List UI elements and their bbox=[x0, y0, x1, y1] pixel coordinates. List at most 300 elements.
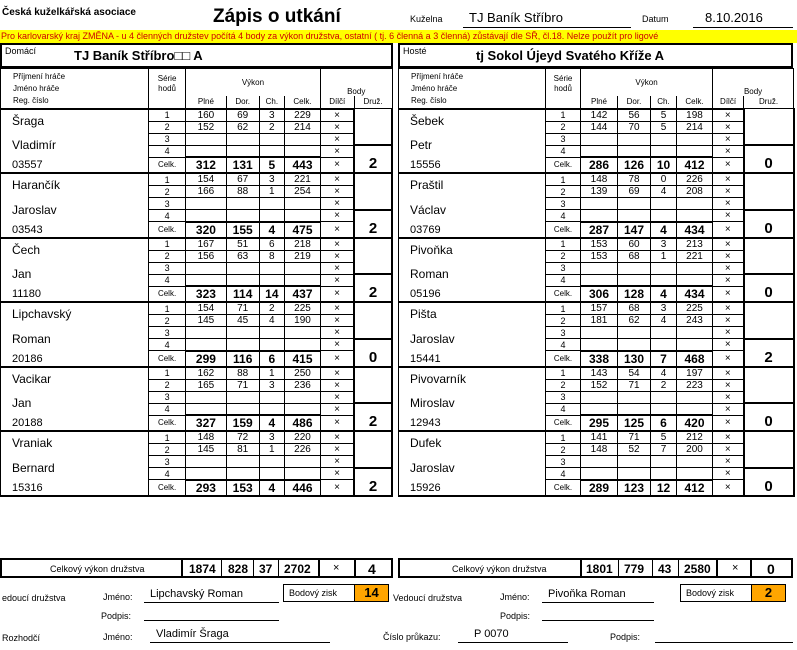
player-first-name: Jaroslav bbox=[399, 327, 546, 351]
series-value: 229 bbox=[285, 109, 321, 122]
plne-label: Plné bbox=[581, 96, 618, 109]
series-value bbox=[185, 210, 226, 222]
player-first-name: Roman bbox=[399, 262, 546, 286]
series-value bbox=[651, 133, 677, 145]
series-value: 1 bbox=[259, 367, 285, 380]
series-number: 2 bbox=[149, 379, 186, 391]
series-value: 148 bbox=[581, 444, 618, 456]
player-col-header bbox=[1, 69, 149, 109]
series-value bbox=[285, 391, 321, 403]
series-value bbox=[618, 133, 651, 145]
series-value bbox=[285, 403, 321, 415]
player-row bbox=[399, 351, 794, 367]
serie-label-2: hodů bbox=[158, 84, 176, 93]
body-header: Body bbox=[713, 69, 794, 96]
series-value bbox=[226, 133, 259, 145]
series-value: 152 bbox=[581, 379, 618, 391]
player-total-value: 5 bbox=[259, 157, 285, 173]
player-total-value: 306 bbox=[581, 286, 618, 302]
dilci-mark: × bbox=[713, 431, 744, 444]
series-value: 1 bbox=[259, 444, 285, 456]
dor-label: Dor. bbox=[226, 96, 259, 109]
series-value: 167 bbox=[185, 238, 226, 251]
series-value bbox=[651, 262, 677, 274]
series-value bbox=[651, 456, 677, 468]
series-value bbox=[226, 262, 259, 274]
series-value: 142 bbox=[581, 109, 618, 122]
player-row bbox=[1, 109, 393, 122]
plne-label: Plné bbox=[185, 96, 226, 109]
series-value bbox=[226, 145, 259, 157]
player-total-value: 125 bbox=[618, 415, 651, 431]
series-number: 2 bbox=[149, 186, 186, 198]
series-value: 226 bbox=[285, 444, 321, 456]
player-total-value: 486 bbox=[285, 415, 321, 431]
vykon-header: Výkon bbox=[185, 69, 320, 96]
series-value: 88 bbox=[226, 367, 259, 380]
series-value bbox=[618, 468, 651, 480]
series-value: 69 bbox=[226, 109, 259, 122]
series-value: 221 bbox=[285, 173, 321, 186]
dilci-mark: × bbox=[713, 250, 744, 262]
dilci-mark: × bbox=[713, 133, 744, 145]
player-total-value: 287 bbox=[581, 222, 618, 238]
dilci-mark: × bbox=[713, 480, 744, 496]
series-number: 3 bbox=[546, 262, 581, 274]
series-value: 156 bbox=[185, 250, 226, 262]
series-value: 181 bbox=[581, 315, 618, 327]
series-value: 71 bbox=[226, 379, 259, 391]
player-row bbox=[399, 367, 794, 380]
away-zisk-label: Bodový zisk bbox=[686, 588, 735, 598]
home-team-header bbox=[0, 43, 393, 68]
player-total-value: 446 bbox=[285, 480, 321, 496]
series-value: 162 bbox=[185, 367, 226, 380]
total-label: Celkový výkon družstva bbox=[50, 564, 145, 574]
player-points: 0 bbox=[744, 403, 794, 431]
player-points: 2 bbox=[354, 274, 392, 302]
series-value bbox=[285, 262, 321, 274]
jmeno-label: Jméno hráče bbox=[13, 84, 60, 93]
series-number: 1 bbox=[546, 238, 581, 251]
prijmeni-label: Příjmení hráče bbox=[411, 72, 464, 81]
dor-label: Dor. bbox=[618, 96, 651, 109]
series-value bbox=[259, 133, 285, 145]
series-value bbox=[185, 327, 226, 339]
series-value: 236 bbox=[285, 379, 321, 391]
series-value: 2 bbox=[651, 379, 677, 391]
series-value bbox=[581, 198, 618, 210]
kuzelna-value: TJ Baník Stříbro bbox=[463, 10, 631, 28]
series-value bbox=[259, 327, 285, 339]
series-value: 153 bbox=[581, 238, 618, 251]
series-value bbox=[677, 145, 713, 157]
series-value: 190 bbox=[285, 315, 321, 327]
player-total-value: 289 bbox=[581, 480, 618, 496]
series-number: 1 bbox=[546, 367, 581, 380]
player-surname: Vacikar bbox=[1, 367, 149, 392]
series-value: 71 bbox=[618, 431, 651, 444]
series-value bbox=[651, 327, 677, 339]
dilci-mark: × bbox=[320, 286, 354, 302]
series-value bbox=[581, 403, 618, 415]
series-value bbox=[677, 339, 713, 351]
series-value: 78 bbox=[618, 173, 651, 186]
series-value bbox=[285, 198, 321, 210]
series-value: 67 bbox=[226, 173, 259, 186]
player-row bbox=[399, 415, 794, 431]
series-value: 219 bbox=[285, 250, 321, 262]
dilci-mark: × bbox=[320, 327, 354, 339]
prukaz-value: P 0070 bbox=[458, 628, 568, 643]
player-reg-number: 20188 bbox=[1, 415, 149, 431]
series-value bbox=[581, 468, 618, 480]
series-value: 243 bbox=[677, 315, 713, 327]
dilci-mark: × bbox=[320, 468, 354, 480]
home-total-dor: 828 bbox=[228, 562, 249, 576]
away-total-body: 0 bbox=[767, 561, 775, 577]
series-value bbox=[226, 198, 259, 210]
series-value bbox=[285, 133, 321, 145]
series-value: 71 bbox=[618, 379, 651, 391]
series-value: 157 bbox=[581, 302, 618, 315]
total-label: Celk. bbox=[149, 222, 186, 238]
series-number: 3 bbox=[149, 198, 186, 210]
player-row bbox=[1, 302, 393, 315]
player-total-value: 153 bbox=[226, 480, 259, 496]
series-number: 4 bbox=[546, 145, 581, 157]
player-surname: Pivoňka bbox=[399, 238, 546, 263]
player-total-value: 295 bbox=[581, 415, 618, 431]
player-reg-number: 15926 bbox=[399, 480, 546, 496]
player-row bbox=[1, 431, 393, 444]
series-value: 4 bbox=[651, 186, 677, 198]
series-value: 68 bbox=[618, 302, 651, 315]
player-col-header bbox=[399, 69, 546, 109]
series-number: 2 bbox=[546, 379, 581, 391]
player-row bbox=[1, 262, 393, 274]
player-total-value: 415 bbox=[285, 351, 321, 367]
body-spacer bbox=[744, 238, 794, 275]
player-total-value: 323 bbox=[185, 286, 226, 302]
away-zisk-label-box bbox=[680, 584, 752, 602]
series-value: 4 bbox=[651, 315, 677, 327]
player-reg-number: 11180 bbox=[1, 286, 149, 302]
series-number: 3 bbox=[149, 262, 186, 274]
player-total-value: 126 bbox=[618, 157, 651, 173]
series-value: 214 bbox=[285, 121, 321, 133]
home-team-name: TJ Baník Stříbro□□ A bbox=[74, 48, 203, 63]
celk-label: Celk. bbox=[677, 96, 713, 109]
player-row bbox=[1, 222, 393, 238]
serie-label-2: hodů bbox=[554, 84, 572, 93]
series-number: 4 bbox=[546, 210, 581, 222]
total-label: Celk. bbox=[546, 157, 581, 173]
series-value: 139 bbox=[581, 186, 618, 198]
series-value bbox=[618, 198, 651, 210]
dilci-mark: × bbox=[713, 351, 744, 367]
player-row bbox=[399, 302, 794, 315]
body-spacer bbox=[744, 367, 794, 404]
series-value: 200 bbox=[677, 444, 713, 456]
series-value: 69 bbox=[618, 186, 651, 198]
player-row bbox=[1, 327, 393, 339]
player-total-value: 14 bbox=[259, 286, 285, 302]
dilci-mark: × bbox=[713, 391, 744, 403]
player-reg-number: 03769 bbox=[399, 222, 546, 238]
player-points: 2 bbox=[354, 210, 392, 238]
away-team-table bbox=[398, 68, 795, 497]
player-total-value: 338 bbox=[581, 351, 618, 367]
series-value bbox=[677, 468, 713, 480]
player-surname: Praštil bbox=[399, 173, 546, 198]
player-first-name: Jan bbox=[1, 391, 149, 415]
total-label: Celk. bbox=[546, 222, 581, 238]
dilci-mark: × bbox=[713, 145, 744, 157]
dilci-mark: × bbox=[320, 145, 354, 157]
away-total-row bbox=[398, 558, 793, 578]
series-value bbox=[185, 456, 226, 468]
series-value: 153 bbox=[581, 250, 618, 262]
series-number: 1 bbox=[149, 238, 186, 251]
hoste-label: Hosté bbox=[403, 46, 427, 56]
player-reg-number: 15441 bbox=[399, 351, 546, 367]
player-total-value: 420 bbox=[677, 415, 713, 431]
dilci-label: Dílčí bbox=[713, 96, 744, 109]
series-value bbox=[285, 327, 321, 339]
series-value: 8 bbox=[259, 250, 285, 262]
player-total-value: 131 bbox=[226, 157, 259, 173]
series-number: 3 bbox=[149, 133, 186, 145]
player-total-value: 10 bbox=[651, 157, 677, 173]
player-total-value: 443 bbox=[285, 157, 321, 173]
player-row bbox=[399, 327, 794, 339]
series-number: 1 bbox=[546, 173, 581, 186]
home-total-ch: 37 bbox=[259, 562, 273, 576]
player-row bbox=[399, 286, 794, 302]
series-value bbox=[651, 403, 677, 415]
player-row bbox=[399, 431, 794, 444]
series-value: 212 bbox=[677, 431, 713, 444]
series-value bbox=[581, 391, 618, 403]
series-value: 5 bbox=[651, 121, 677, 133]
player-row bbox=[399, 238, 794, 251]
series-value bbox=[285, 274, 321, 286]
series-value bbox=[618, 456, 651, 468]
total-label: Celk. bbox=[149, 286, 186, 302]
series-number: 2 bbox=[546, 315, 581, 327]
series-value: 5 bbox=[651, 109, 677, 122]
player-points: 0 bbox=[744, 274, 794, 302]
player-total-value: 12 bbox=[651, 480, 677, 496]
dilci-mark: × bbox=[713, 315, 744, 327]
dilci-mark: × bbox=[320, 222, 354, 238]
body-spacer bbox=[354, 302, 392, 339]
series-value: 62 bbox=[618, 315, 651, 327]
series-value bbox=[226, 468, 259, 480]
player-row bbox=[399, 456, 794, 468]
player-total-value: 4 bbox=[259, 222, 285, 238]
player-total-value: 155 bbox=[226, 222, 259, 238]
series-value: 3 bbox=[259, 173, 285, 186]
series-value bbox=[226, 403, 259, 415]
series-number: 3 bbox=[546, 391, 581, 403]
series-value: 2 bbox=[259, 121, 285, 133]
series-number: 4 bbox=[149, 274, 186, 286]
series-number: 3 bbox=[546, 327, 581, 339]
dilci-mark: × bbox=[713, 286, 744, 302]
series-value bbox=[618, 403, 651, 415]
player-row bbox=[399, 133, 794, 145]
series-number: 2 bbox=[546, 186, 581, 198]
series-value: 3 bbox=[651, 302, 677, 315]
player-first-name: Roman bbox=[1, 327, 149, 351]
body-spacer bbox=[354, 431, 392, 468]
player-total-value: 4 bbox=[651, 286, 677, 302]
referee-podpis-label: Podpis: bbox=[610, 632, 641, 642]
series-value: 4 bbox=[651, 367, 677, 380]
series-number: 1 bbox=[149, 173, 186, 186]
series-value: 62 bbox=[226, 121, 259, 133]
player-total-value: 7 bbox=[651, 351, 677, 367]
away-total-celk: 2580 bbox=[684, 562, 711, 576]
home-total-body: 4 bbox=[368, 561, 376, 577]
away-total-ch: 43 bbox=[658, 562, 672, 576]
series-number: 1 bbox=[149, 431, 186, 444]
home-total-row bbox=[0, 558, 393, 578]
away-team-name: tj Sokol Újeyd Svatého Kříže A bbox=[476, 48, 665, 63]
home-zisk-label: Bodový zisk bbox=[289, 588, 338, 598]
player-total-value: 286 bbox=[581, 157, 618, 173]
serie-col-header bbox=[149, 69, 186, 109]
body-spacer bbox=[744, 173, 794, 210]
player-total-value: 312 bbox=[185, 157, 226, 173]
body-spacer bbox=[354, 367, 392, 404]
serie-label-1: Série bbox=[553, 74, 573, 83]
player-first-name: Václav bbox=[399, 198, 546, 222]
series-value: 1 bbox=[651, 250, 677, 262]
dilci-mark: × bbox=[713, 456, 744, 468]
series-value bbox=[285, 468, 321, 480]
referee-name: Vladimír Šraga bbox=[150, 628, 330, 643]
player-total-value: 299 bbox=[185, 351, 226, 367]
series-value bbox=[618, 145, 651, 157]
series-number: 4 bbox=[149, 403, 186, 415]
series-number: 2 bbox=[546, 444, 581, 456]
prijmeni-label: Příjmení hráče bbox=[13, 72, 66, 81]
series-value bbox=[259, 145, 285, 157]
serie-col-header bbox=[546, 69, 581, 109]
dilci-mark: × bbox=[320, 339, 354, 351]
series-value: 220 bbox=[285, 431, 321, 444]
dilci-mark: × bbox=[320, 133, 354, 145]
dilci-mark: × bbox=[713, 327, 744, 339]
series-value bbox=[185, 403, 226, 415]
series-value bbox=[581, 133, 618, 145]
player-first-name: Petr bbox=[399, 133, 546, 157]
dilci-mark: × bbox=[713, 302, 744, 315]
player-total-value: 434 bbox=[677, 222, 713, 238]
series-value: 6 bbox=[259, 238, 285, 251]
player-row bbox=[1, 456, 393, 468]
player-total-value: 293 bbox=[185, 480, 226, 496]
dilci-mark: × bbox=[713, 222, 744, 238]
series-value bbox=[185, 468, 226, 480]
series-value: 51 bbox=[226, 238, 259, 251]
total-label: Celk. bbox=[149, 351, 186, 367]
dilci-mark: × bbox=[320, 109, 354, 122]
series-value: 160 bbox=[185, 109, 226, 122]
player-points: 2 bbox=[354, 403, 392, 431]
player-first-name: Bernard bbox=[1, 456, 149, 480]
player-surname: Pišta bbox=[399, 302, 546, 327]
dilci-mark: × bbox=[713, 468, 744, 480]
player-row bbox=[399, 109, 794, 122]
datum-value: 8.10.2016 bbox=[693, 10, 793, 28]
away-team-header bbox=[398, 43, 793, 68]
ch-label: Ch. bbox=[651, 96, 677, 109]
player-surname: Dufek bbox=[399, 431, 546, 456]
total-label: Celk. bbox=[149, 415, 186, 431]
jmeno-label: Jméno hráče bbox=[411, 84, 458, 93]
series-number: 1 bbox=[149, 367, 186, 380]
total-label: Celk. bbox=[546, 480, 581, 496]
reg-label: Reg. číslo bbox=[13, 96, 49, 105]
player-total-value: 128 bbox=[618, 286, 651, 302]
home-podpis-label: Podpis: bbox=[101, 611, 132, 621]
dilci-mark: × bbox=[713, 157, 744, 173]
dilci-mark: × bbox=[713, 262, 744, 274]
series-value bbox=[259, 274, 285, 286]
rule-notice: Pro karlovarský kraj ZMĚNA - u 4 členných družstev počítá 4 body za výkon družstva, ostatní ( tj. 6 členná a 3 členná) zůstávají dle SŘ, čl.18. Nelze použít pro ligové bbox=[0, 30, 797, 43]
series-number: 4 bbox=[149, 145, 186, 157]
player-reg-number: 03543 bbox=[1, 222, 149, 238]
series-number: 3 bbox=[149, 327, 186, 339]
series-value bbox=[581, 210, 618, 222]
dilci-mark: × bbox=[320, 351, 354, 367]
player-row bbox=[1, 351, 393, 367]
series-value: 70 bbox=[618, 121, 651, 133]
player-total-value: 437 bbox=[285, 286, 321, 302]
series-number: 4 bbox=[546, 339, 581, 351]
series-number: 4 bbox=[546, 468, 581, 480]
ch-label: Ch. bbox=[259, 96, 285, 109]
series-value bbox=[677, 391, 713, 403]
series-value bbox=[581, 339, 618, 351]
series-value: 54 bbox=[618, 367, 651, 380]
series-number: 3 bbox=[546, 133, 581, 145]
series-value: 143 bbox=[581, 367, 618, 380]
series-value bbox=[259, 262, 285, 274]
series-value: 5 bbox=[651, 431, 677, 444]
series-value: 145 bbox=[185, 444, 226, 456]
player-reg-number: 15556 bbox=[399, 157, 546, 173]
series-value bbox=[651, 339, 677, 351]
dilci-mark: × bbox=[320, 238, 354, 251]
player-total-value: 6 bbox=[651, 415, 677, 431]
dilci-mark: × bbox=[320, 173, 354, 186]
series-value bbox=[581, 262, 618, 274]
series-value bbox=[677, 133, 713, 145]
player-points: 2 bbox=[744, 339, 794, 367]
series-value bbox=[226, 210, 259, 222]
series-value: 3 bbox=[651, 238, 677, 251]
series-value bbox=[226, 339, 259, 351]
away-total-plne: 1801 bbox=[586, 562, 613, 576]
series-value bbox=[185, 198, 226, 210]
druz-label: Druž. bbox=[354, 96, 392, 109]
player-total-value: 412 bbox=[677, 157, 713, 173]
